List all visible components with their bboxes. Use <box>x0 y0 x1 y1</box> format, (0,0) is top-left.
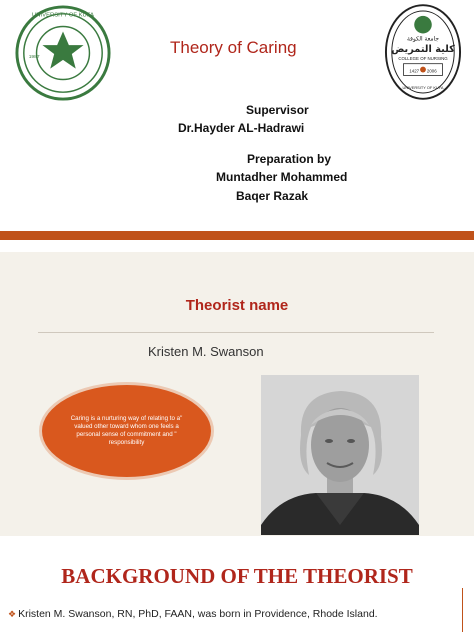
supervisor-name: Dr.Hayder AL-Hadrawi <box>178 121 305 135</box>
diamond-bullet-icon: ❖ <box>8 609 17 619</box>
college-of-nursing-logo <box>384 3 462 101</box>
heading-rule <box>38 332 434 333</box>
background-slide <box>0 548 474 632</box>
title-slide <box>0 0 474 240</box>
background-title: BACKGROUND OF THE THEORIST <box>61 564 413 588</box>
preparer-name-1: Muntadher Mohammed <box>216 170 348 184</box>
theorist-heading: Theorist name <box>185 297 289 314</box>
logo-right-year-1: 1427 <box>409 68 420 74</box>
logo-right-bottom-text: UNIVERSITY OF KUFA <box>402 85 444 91</box>
logo-right-year-2: 2006 <box>426 68 437 74</box>
presentation-title: Theory of Caring <box>170 38 297 57</box>
caring-definition-text: Caring is a nurturing way of relating to a" valued other toward whom one feels a personal sense of commitment and " responsibility <box>70 415 183 446</box>
theorist-portrait-photo <box>261 375 419 535</box>
theorist-name: Kristen M. Swanson <box>148 344 264 359</box>
preparation-label: Preparation by <box>247 152 332 166</box>
logo-left-year: 1987 <box>28 54 40 60</box>
university-seal-logo <box>14 4 112 102</box>
logo-right-arabic-top: جامعة الكوفة <box>407 36 439 43</box>
logo-right-arabic-main: كلية التمريض <box>391 43 455 55</box>
accent-vertical-line <box>462 588 463 632</box>
preparer-name-2: Baqer Razak <box>236 189 309 203</box>
background-bullet <box>8 608 378 620</box>
theorist-slide <box>0 252 474 536</box>
supervisor-label: Supervisor <box>246 103 309 117</box>
logo-left-text: UNIVERSITY OF KUFA <box>32 12 94 19</box>
background-bullet-text: Kristen M. Swanson, RN, PhD, FAAN, was born in Providence, Rhode Island. <box>18 608 378 620</box>
caring-definition-oval <box>39 382 214 480</box>
logo-right-english: COLLEGE OF NURSING <box>398 55 448 61</box>
slide-divider-band <box>0 231 474 240</box>
